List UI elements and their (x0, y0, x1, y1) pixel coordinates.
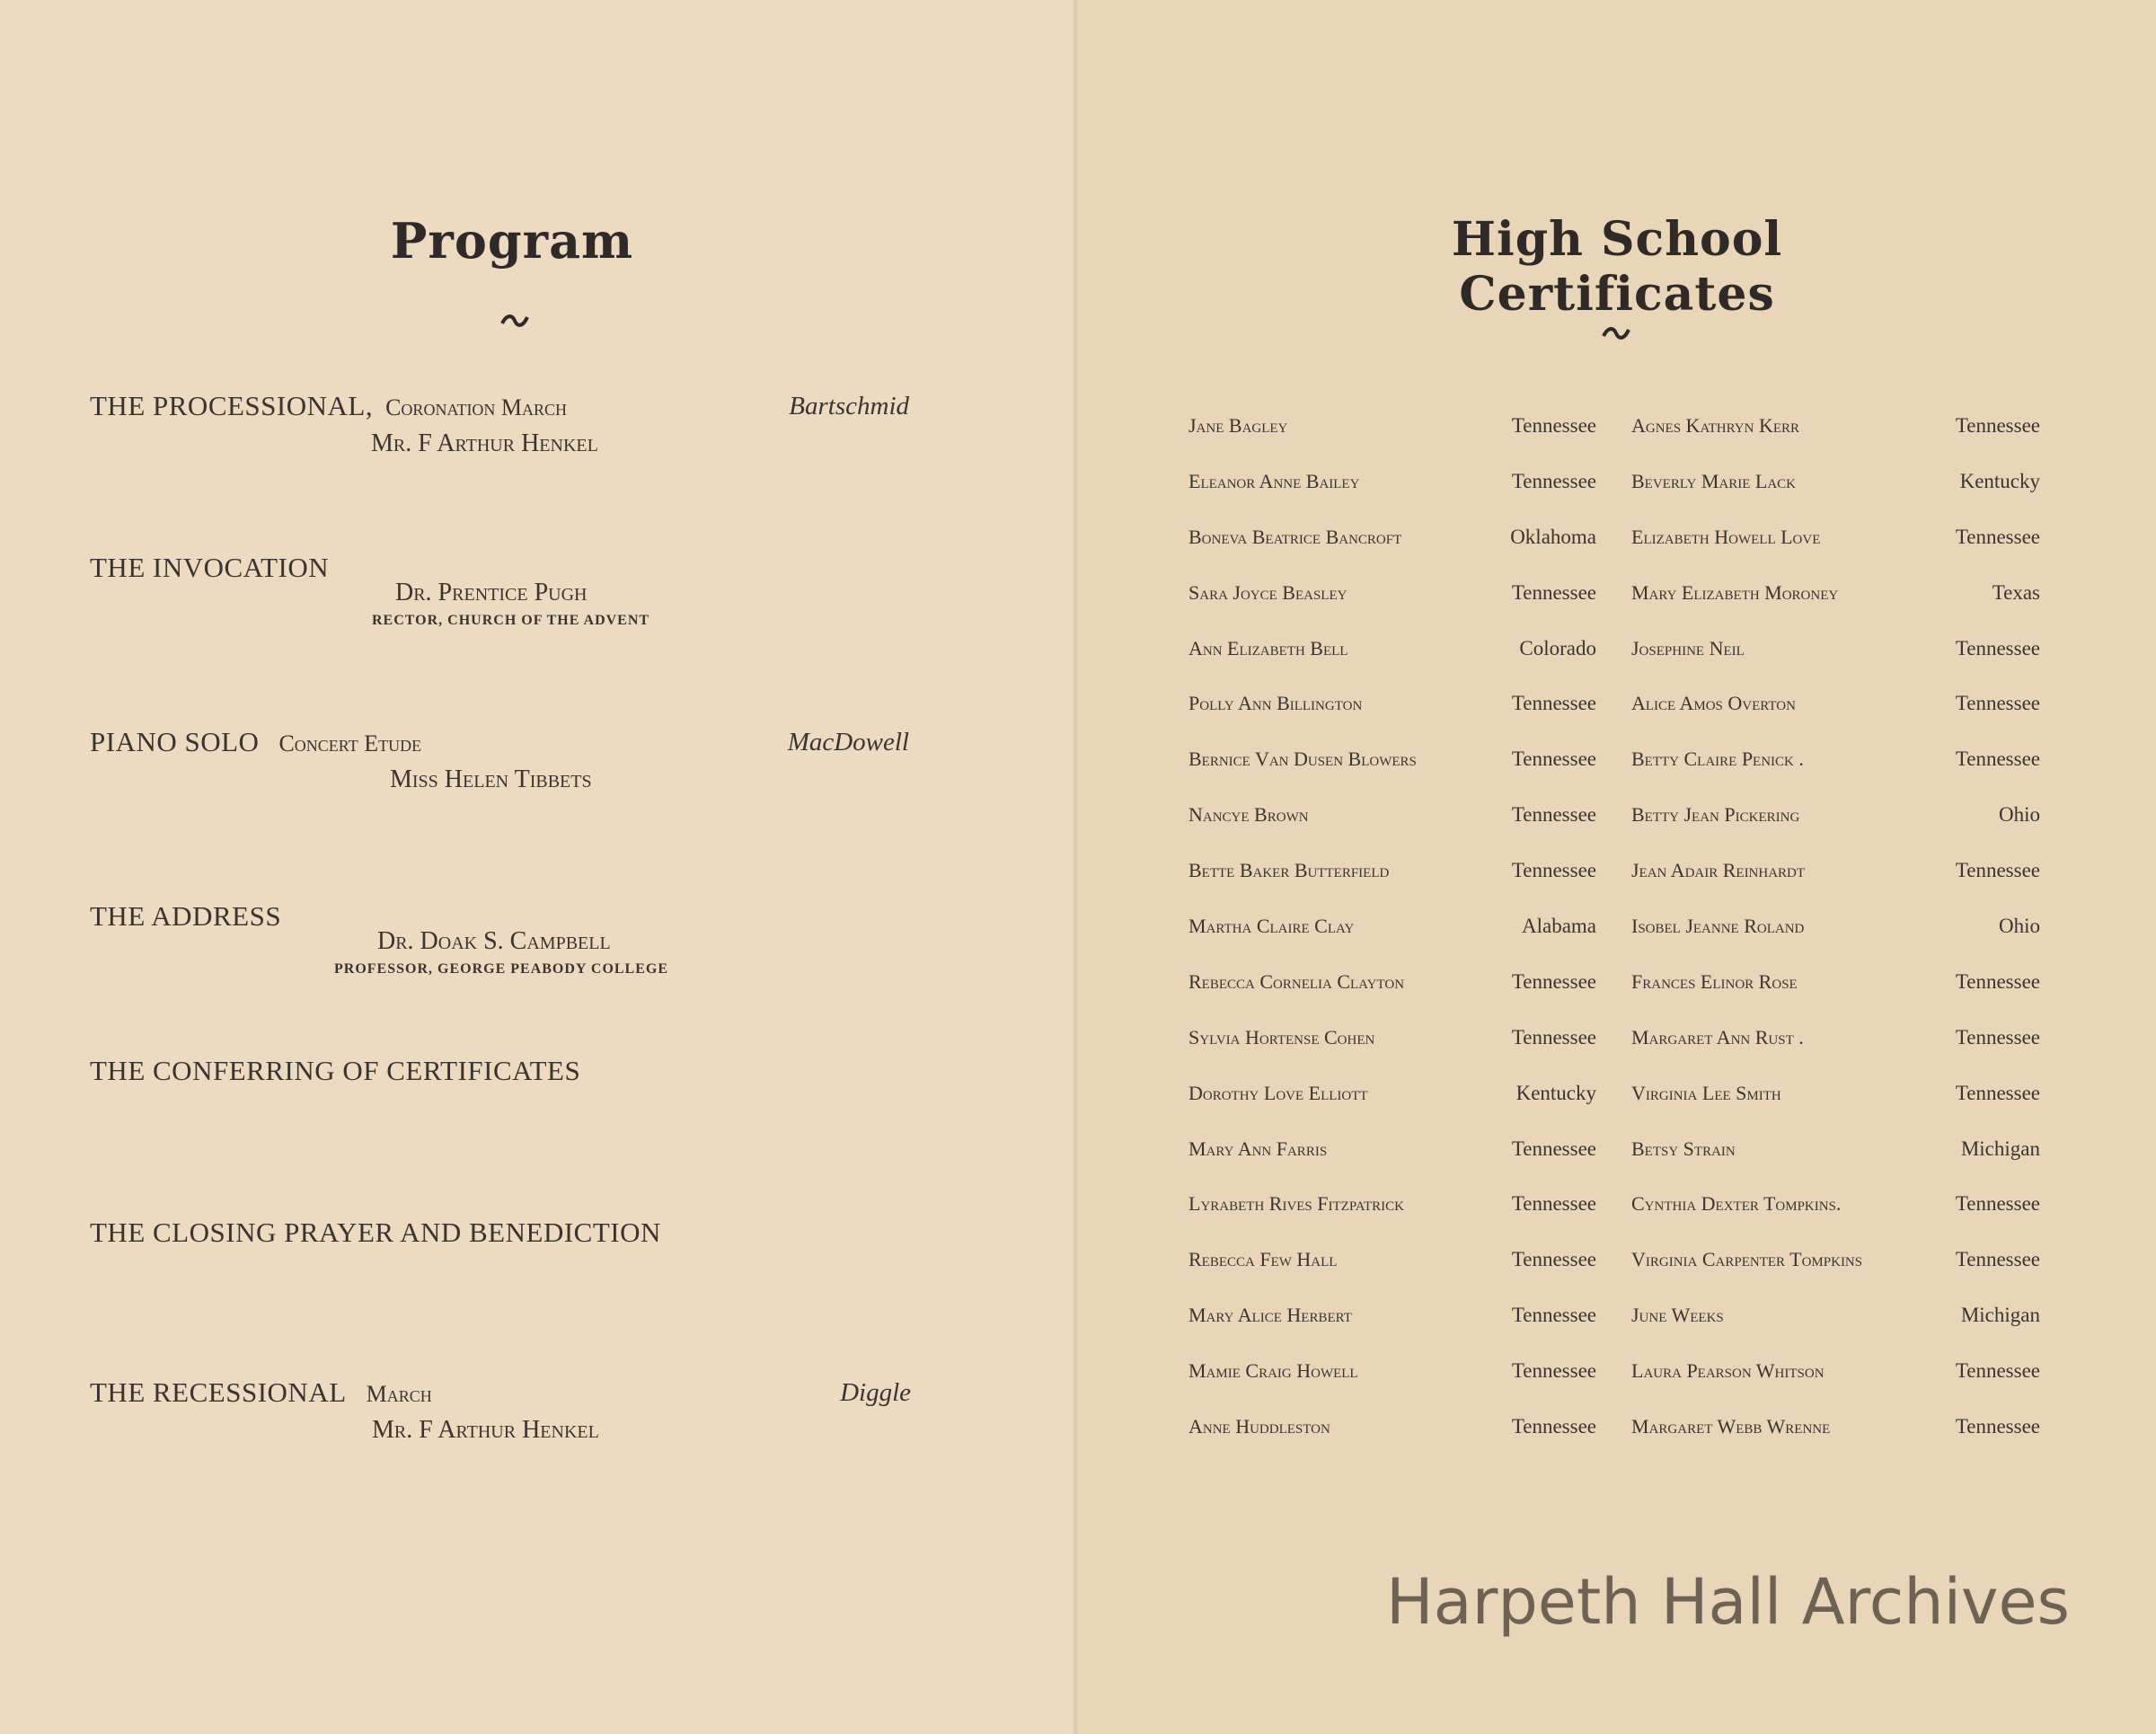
student-state: Tennessee (1955, 859, 2040, 882)
program-item-person: Miss Helen Tibbets (390, 765, 592, 793)
student-state: Tennessee (1955, 969, 2040, 993)
student-state: Ohio (1999, 915, 2040, 938)
student-state: Tennessee (1511, 1359, 1596, 1383)
certificate-row (1188, 1415, 1596, 1471)
student-state: Tennessee (1511, 1248, 1596, 1271)
certificate-row (1631, 803, 2040, 859)
student-name: Cynthia Dexter Tompkins. (1631, 1192, 1842, 1216)
student-name: Polly Ann Billington (1188, 692, 1363, 715)
student-name: Dorothy Love Elliott (1188, 1081, 1368, 1104)
student-state: Tennessee (1955, 1192, 2040, 1216)
program-item-recessional (90, 1376, 952, 1444)
student-state: Tennessee (1511, 692, 1596, 715)
student-name: Eleanor Anne Bailey (1188, 469, 1360, 492)
student-state: Tennessee (1955, 525, 2040, 548)
program-item-role: PROFESSOR, GEORGE PEABODY COLLEGE (334, 961, 669, 977)
program-item-composer: Bartschmid (789, 392, 909, 420)
certificate-row (1631, 581, 2040, 637)
student-name: Martha Claire Clay (1188, 915, 1355, 938)
certificate-row (1631, 859, 2040, 915)
certificate-row (1631, 526, 2040, 581)
student-state: Ohio (1999, 803, 2040, 827)
student-state: Tennessee (1511, 969, 1596, 993)
program-item-address (90, 900, 952, 977)
student-state: Tennessee (1511, 1415, 1596, 1438)
certificate-row (1631, 414, 2040, 470)
program-item-piece: Coronation March (385, 394, 568, 420)
program-item-role: RECTOR, CHURCH OF THE ADVENT (372, 613, 650, 628)
certificate-row (1631, 637, 2040, 693)
certificate-row (1188, 915, 1596, 970)
student-state: Oklahoma (1510, 525, 1596, 548)
program-item-title: PIANO SOLO (90, 726, 260, 757)
program-item-title: THE RECESSIONAL (90, 1376, 347, 1408)
student-state: Tennessee (1955, 748, 2040, 771)
certificate-row (1188, 1359, 1596, 1415)
student-state: Michigan (1960, 1137, 2040, 1160)
student-name: Bernice Van Dusen Blowers (1188, 748, 1417, 771)
program-item-invocation (90, 552, 952, 628)
certificate-row (1631, 692, 2040, 748)
certificate-row (1631, 1026, 2040, 1082)
certificate-row (1188, 859, 1596, 915)
student-name: Laura Pearson Whitson (1631, 1359, 1825, 1383)
certificate-row (1188, 1304, 1596, 1359)
certificate-row (1631, 1415, 2040, 1471)
certificate-row (1188, 637, 1596, 693)
certificate-row (1188, 470, 1596, 526)
student-name: Josephine Neil (1631, 636, 1745, 659)
student-state: Tennessee (1511, 748, 1596, 771)
student-name: Mary Elizabeth Moroney (1631, 580, 1839, 604)
certificate-row (1188, 414, 1596, 470)
certificate-row (1631, 915, 2040, 970)
program-item-title: THE CONFERRING OF CERTIFICATES (90, 1055, 581, 1086)
student-state: Tennessee (1511, 1025, 1596, 1048)
student-state: Tennessee (1955, 1081, 2040, 1104)
certificate-row (1188, 1026, 1596, 1082)
program-item-title: THE ADDRESS (90, 900, 282, 932)
program-item-title: THE PROCESSIONAL, (90, 390, 374, 421)
certificate-row (1188, 526, 1596, 581)
certificate-row (1188, 748, 1596, 803)
page-fold (1073, 0, 1078, 1734)
student-name: Lyrabeth Rives Fitzpatrick (1188, 1192, 1404, 1216)
certificate-row (1631, 1248, 2040, 1304)
certificate-row (1188, 970, 1596, 1026)
certificate-row (1188, 1192, 1596, 1248)
student-name: Virginia Lee Smith (1631, 1081, 1781, 1104)
program-item-title: THE CLOSING PRAYER AND BENEDICTION (90, 1216, 661, 1248)
certificate-row (1631, 1304, 2040, 1359)
program-item-person: Mr. F Arthur Henkel (371, 429, 598, 457)
program-item-processional (90, 390, 952, 457)
student-name: Bette Baker Butterfield (1188, 859, 1390, 882)
student-name: Ann Elizabeth Bell (1188, 636, 1348, 659)
student-state: Tennessee (1511, 1137, 1596, 1160)
student-name: Betsy Strain (1631, 1137, 1736, 1160)
student-name: Margaret Webb Wrenne (1631, 1415, 1831, 1438)
student-state: Colorado (1519, 636, 1596, 659)
student-name: Sylvia Hortense Cohen (1188, 1025, 1375, 1048)
certificate-row (1631, 1359, 2040, 1415)
certificates-left-column (1188, 414, 1596, 1471)
program-item-composer: MacDowell (787, 728, 909, 756)
student-name: Margaret Ann Rust . (1631, 1025, 1804, 1048)
student-state: Kentucky (1959, 469, 2040, 492)
student-name: Frances Elinor Rose (1631, 969, 1798, 993)
student-state: Tennessee (1511, 1304, 1596, 1327)
student-name: Rebecca Few Hall (1188, 1248, 1338, 1271)
certificate-row (1631, 970, 2040, 1026)
student-state: Alabama (1521, 915, 1596, 938)
student-name: Mary Ann Farris (1188, 1137, 1328, 1160)
student-state: Tennessee (1511, 1192, 1596, 1216)
student-name: Elizabeth Howell Love (1631, 525, 1821, 548)
squiggle-ornament-icon (499, 311, 530, 331)
student-state: Michigan (1960, 1304, 2040, 1327)
program-item-piece: Concert Etude (278, 730, 422, 756)
student-name: Jane Bagley (1188, 414, 1288, 437)
student-state: Tennessee (1511, 859, 1596, 882)
student-name: Sara Joyce Beasley (1188, 580, 1348, 604)
student-name: Mamie Craig Howell (1188, 1359, 1358, 1383)
certificate-row (1631, 1137, 2040, 1193)
student-state: Kentucky (1515, 1081, 1596, 1104)
program-item-title: THE INVOCATION (90, 552, 330, 583)
archive-watermark: Harpeth Hall Archives (1386, 1565, 2070, 1639)
program-item-piece: March (366, 1381, 432, 1407)
student-name: Mary Alice Herbert (1188, 1304, 1352, 1327)
certificates-right-column (1631, 414, 2040, 1471)
certificate-row (1631, 470, 2040, 526)
student-state: Tennessee (1511, 580, 1596, 604)
student-name: Virginia Carpenter Tompkins (1631, 1248, 1863, 1271)
student-name: Anne Huddleston (1188, 1415, 1330, 1438)
student-state: Texas (1992, 580, 2040, 604)
program-item-person: Dr. Prentice Pugh (395, 579, 588, 606)
program-item-closing-prayer (90, 1216, 952, 1249)
certificate-row (1631, 748, 2040, 803)
student-state: Tennessee (1955, 1248, 2040, 1271)
certificate-row (1188, 581, 1596, 637)
student-name: Isobel Jeanne Roland (1631, 915, 1805, 938)
certificate-row (1188, 803, 1596, 859)
certificate-row (1188, 692, 1596, 748)
certificate-row (1188, 1137, 1596, 1193)
program-item-person: Dr. Doak S. Campbell (377, 927, 611, 955)
student-state: Tennessee (1955, 1359, 2040, 1383)
student-state: Tennessee (1511, 469, 1596, 492)
student-name: Betty Jean Pickering (1631, 803, 1800, 827)
certificate-row (1188, 1248, 1596, 1304)
student-name: June Weeks (1631, 1304, 1724, 1327)
certificates-heading: High School Certificates (1451, 212, 1783, 322)
student-state: Tennessee (1511, 803, 1596, 827)
program-heading: Program (390, 212, 634, 270)
program-item-piano-solo (90, 726, 952, 793)
student-state: Tennessee (1955, 1025, 2040, 1048)
certificate-row (1188, 1082, 1596, 1137)
student-name: Jean Adair Reinhardt (1631, 859, 1806, 882)
student-state: Tennessee (1955, 636, 2040, 659)
certificate-row (1631, 1082, 2040, 1137)
certificate-row (1631, 1192, 2040, 1248)
student-state: Tennessee (1955, 1415, 2040, 1438)
student-state: Tennessee (1955, 692, 2040, 715)
student-name: Beverly Marie Lack (1631, 469, 1796, 492)
student-name: Agnes Kathryn Kerr (1631, 414, 1800, 437)
program-item-conferring (90, 1055, 952, 1087)
student-name: Rebecca Cornelia Clayton (1188, 969, 1405, 993)
program-item-person: Mr. F Arthur Henkel (372, 1416, 599, 1444)
student-name: Betty Claire Penick . (1631, 748, 1804, 771)
student-name: Nancye Brown (1188, 803, 1309, 827)
student-state: Tennessee (1955, 414, 2040, 437)
squiggle-ornament-icon (1601, 323, 1631, 343)
student-name: Boneva Beatrice Bancroft (1188, 525, 1402, 548)
student-name: Alice Amos Overton (1631, 692, 1796, 715)
program-item-composer: Diggle (840, 1378, 911, 1407)
student-state: Tennessee (1511, 414, 1596, 437)
